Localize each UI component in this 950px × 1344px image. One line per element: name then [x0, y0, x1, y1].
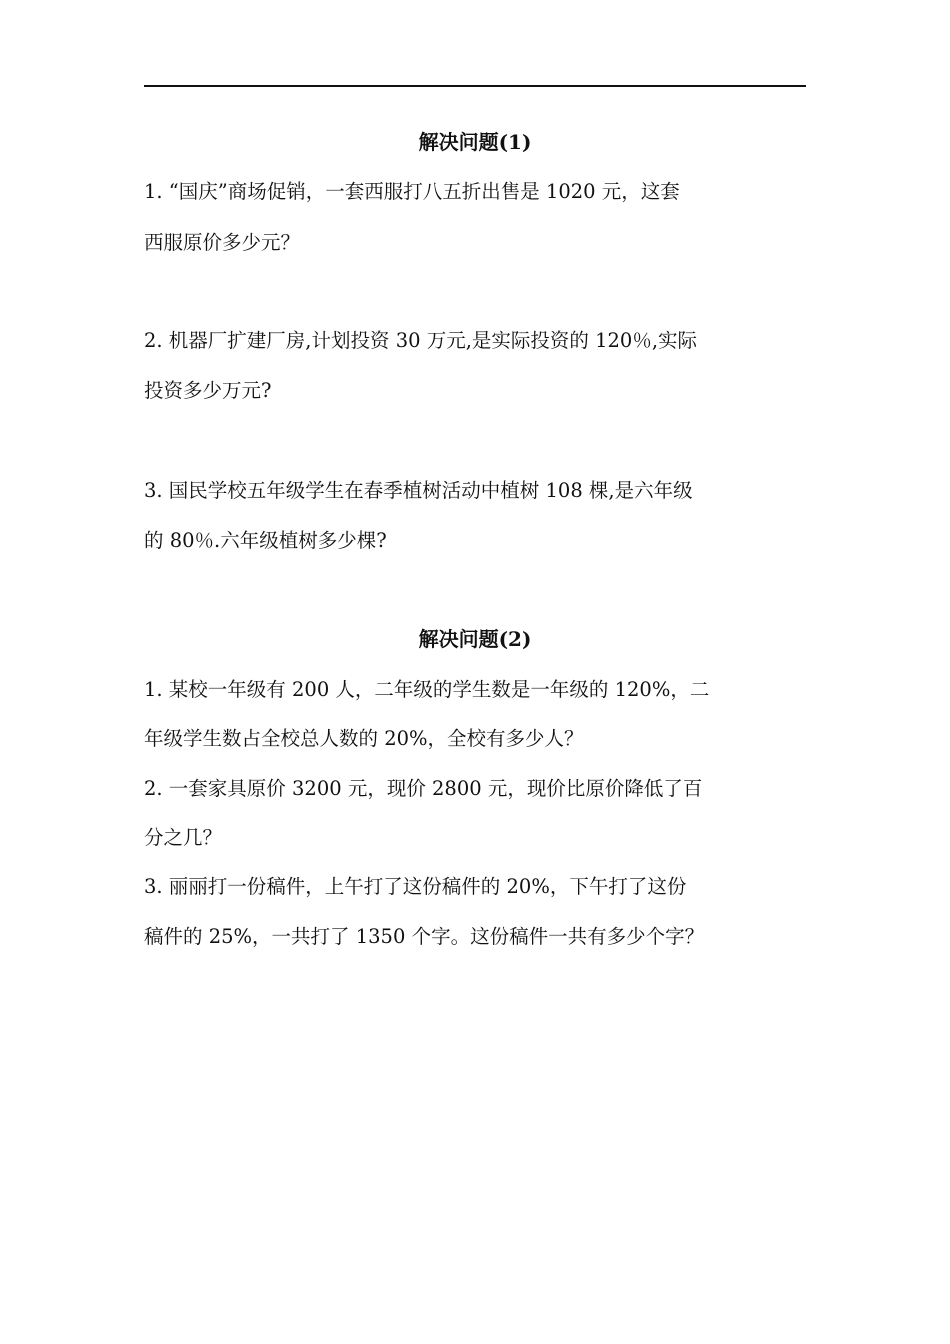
- problem-line: 1. 某校一年级有 200 人，二年级的学生数是一年级的 120%，二: [144, 678, 710, 701]
- problem-line: 的 80％.六年级植树多少棵?: [144, 529, 387, 552]
- problem-line: 西服原价多少元？: [144, 231, 301, 254]
- problem-line: 3. 国民学校五年级学生在春季植树活动中植树 108 棵,是六年级: [144, 479, 693, 502]
- problem-line: 年级学生数占全校总人数的 20%，全校有多少人？: [144, 727, 584, 750]
- problem-line: 3. 丽丽打一份稿件，上午打了这份稿件的 20%，下午打了这份: [144, 875, 687, 898]
- section-title-2: 解决问题(2): [418, 627, 532, 651]
- problem-line: 分之几？: [144, 826, 223, 849]
- problem-line: 1. “国庆”商场促销，一套西服打八五折出售是 1020 元，这套: [144, 180, 680, 203]
- problem-line: 稿件的 25%，一共打了 1350 个字。这份稿件一共有多少个字？: [144, 925, 705, 948]
- section-title-1: 解决问题(1): [418, 130, 532, 154]
- problem-line: 2. 机器厂扩建厂房,计划投资 30 万元,是实际投资的 120％,实际: [144, 329, 698, 352]
- problem-line: 投资多少万元?: [144, 379, 272, 402]
- problem-line: 2. 一套家具原价 3200 元，现价 2800 元，现价比原价降低了百: [144, 777, 703, 800]
- header-rule: [144, 85, 806, 87]
